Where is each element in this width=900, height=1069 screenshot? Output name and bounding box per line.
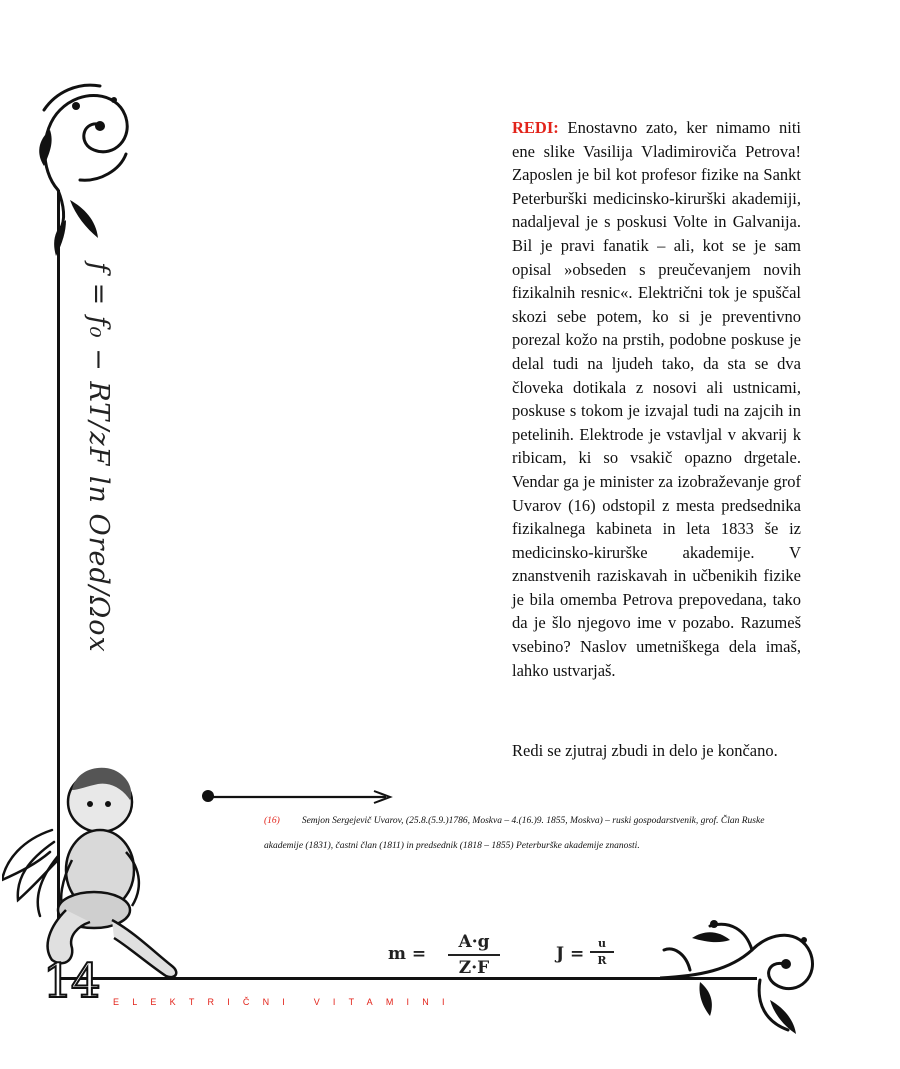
cherub-illustration-icon [2,760,192,980]
top-left-flourish-icon [30,70,140,260]
mass-formula-fraction [446,930,502,980]
closing-sentence: Redi se zjutraj zbudi in delo je končano. [512,741,778,760]
bottom-right-flourish-icon [660,900,820,1040]
margin-nernst-formula [70,262,114,653]
running-title: ELEKTRIČNI VITAMINI [113,997,458,1007]
footnote [264,809,804,859]
footnote-text: Semjon Sergejevič Uvarov, (25.8.(5.9.)1786, Moskva – 4.(16.)9. 1855, Moskva) – ruski gospodarstvenik, grof. Član Ruske akademije (1831), častni član (1811) in predsednik (1818 – 1855) Peterburške akademije znanosti. [264,816,765,851]
mass-formula-lhs: m = [388,944,427,964]
margin-formula-text: f = f₀ − RT/zF ln Ored/Ωox [83,262,114,653]
current-formula-lhs: J = [556,944,585,964]
arrow-icon [200,788,395,806]
page-number: 14 [43,954,99,1009]
current-formula-fraction [590,936,614,968]
speaker-label: REDI: [512,118,559,137]
mass-formula-numerator: A·g [458,932,490,952]
current-formula-denominator: R [597,954,607,967]
fraction-bar [590,951,614,953]
article-body: Enostavno zato, ker nimamo niti ene slike Vasilija Vladimiroviča Petrova! Zaposlen je bil kot profesor fizike na Sankt Peterburški medicinsko-kirurški akademiji, nadaljeval je s poskusi Volte in Galvanija. Bil je pravi fanatik – ali, kot se je sam opisal »obseden s preučevanjem novih fizikalnih resnic«. Električni tok je spuščal skozi sebe potem, ko si je preventivno porezal kožo na prstih, podobne poskuse je delal tudi na ljudeh tako, da sta se dva človeka dotikala z nosovi ali ustnicami, poskuse s tokom je izvajal tudi na zajcih in petelinih. Elektrode je vstavljal v akvarij k ribicam, ki so vsakič opazno drgetale. Vendar ga je minister za izobraževanje grof Uvarov (16) odstopil z mesta predsednika fizikalnega kabineta in leta 1833 še iz medicinsko-kirurške akademije. V znanstvenih raziskavah in učbenikih fizike je bila omemba Petrova prepovedana, tako da je šlo njegovo ime v pozabo. Razumeš vsebino? Naslov umetniškega dela imaš, lahko ustvarjaš. [512,118,801,680]
fraction-bar [448,954,500,956]
current-formula-numerator: u [598,937,606,950]
article-paragraph [512,116,801,682]
mass-formula-denominator: Z·F [458,958,490,978]
footnote-number: (16) [264,816,280,826]
